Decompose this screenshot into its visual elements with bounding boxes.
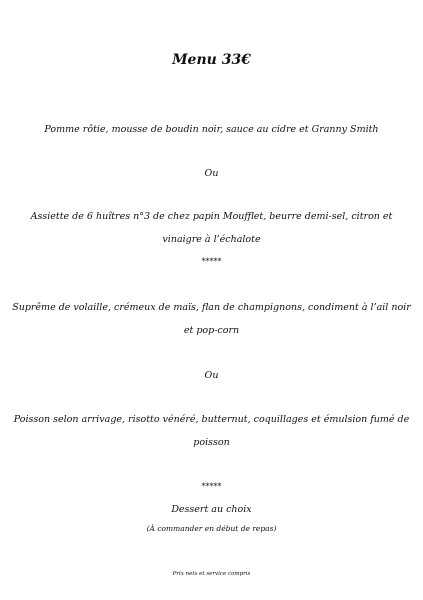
starter-2-line-2: vinaigre à l’échalote [162, 234, 261, 245]
menu-title: Menu 33€ [172, 52, 251, 68]
main-1-line-2: et pop-corn [183, 325, 240, 336]
price-footer: Prix nets et service compris [172, 571, 251, 577]
main-1-line-1: Suprême de volaille, crémeux de maïs, flan de champignons, condiment à l’ail noir [12, 302, 411, 313]
main-2-line-2: poisson [193, 437, 230, 448]
or-separator-1: Ou [204, 168, 219, 179]
course-separator-2: ***** [201, 482, 222, 491]
or-separator-2: Ou [204, 370, 219, 381]
main-2-line-1: Poisson selon arrivage, risotto vénéré, butternut, coquillages et émulsion fumé de [13, 414, 410, 425]
starter-1: Pomme rôtie, mousse de boudin noir, sauce au cidre et Granny Smith [44, 124, 379, 135]
course-separator-1: ***** [201, 257, 222, 266]
dessert: Dessert au choix [171, 504, 252, 515]
starter-2-line-1: Assiette de 6 huîtres n°3 de chez papin Moufflet, beurre demi-sel, citron et [30, 211, 393, 222]
dessert-note: (À commander en début de repas) [146, 524, 277, 533]
